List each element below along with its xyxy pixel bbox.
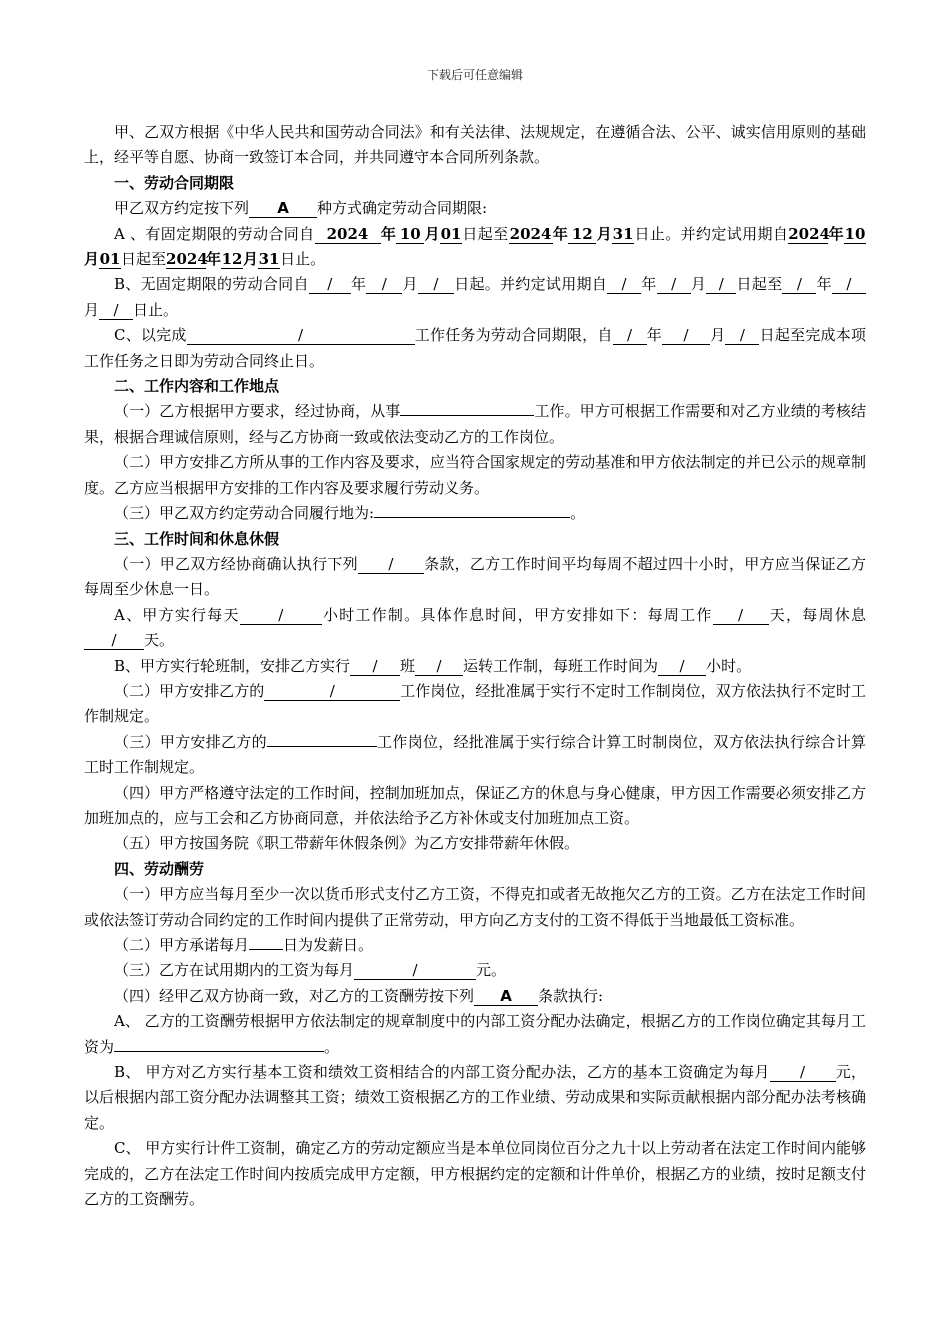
text: （三）甲方安排乙方的: [114, 732, 267, 751]
text: 条款执行:: [538, 986, 604, 1005]
post-field[interactable]: [267, 746, 377, 747]
s4-pC: C、 甲方实行计件工资制，确定乙方的劳动定额应当是本单位同岗位百分之九十以上劳动者在法定工作时间内能够完成的，乙方在法定工作时间内按质完成甲方定额，甲方根据约定的定额和计件单价，根据乙方的业绩，按时足额支付乙方的工资酬劳。: [84, 1139, 866, 1209]
text: C、以完成: [114, 326, 187, 345]
text: A、甲方实行每天: [114, 605, 240, 624]
blank-field[interactable]: /: [662, 326, 710, 345]
probation-wage-field[interactable]: /: [354, 961, 476, 980]
text: 年: [350, 275, 367, 294]
text: 工作岗位，经批准属于实行综合计算工时制岗位，双方依法执行综合计算工时工作制规定。: [84, 732, 866, 777]
text: 年: [380, 224, 397, 243]
s4-pA: [84, 1009, 866, 1060]
blank-field[interactable]: /: [366, 275, 402, 294]
probation-end-day-field[interactable]: 31: [258, 250, 280, 269]
section-2-title: 二、工作内容和工作地点: [114, 377, 280, 396]
text: 月: [402, 275, 418, 294]
s3-p2: [84, 679, 866, 730]
text: 天。: [144, 631, 175, 650]
text: 月: [84, 300, 100, 319]
text: 日止。: [280, 250, 326, 269]
payday-field[interactable]: [249, 949, 283, 950]
s4-p1: （一）甲方应当每月至少一次以货币形式支付乙方工资，不得克扣或者无故拖欠乙方的工资。乙方在法定工作时间或依法签订劳动合同约定的工作时间内提供了正常劳动，甲方向乙方支付的工资不得低于当地最低工资标准。: [84, 885, 866, 929]
text: 甲乙双方约定按下列: [114, 199, 250, 218]
blank-field[interactable]: /: [607, 275, 641, 294]
probation-end-year-field[interactable]: 2024: [166, 250, 208, 269]
text: 月: [596, 224, 613, 243]
text: 月: [84, 250, 100, 269]
text: （二）甲方承诺每月: [114, 936, 250, 954]
blank-field[interactable]: /: [782, 275, 816, 294]
text: 月: [710, 326, 726, 345]
blank-field[interactable]: /: [613, 326, 647, 345]
intro-text: 甲、乙双方根据《中华人民共和国劳动合同法》和有关法律、法规规定，在遵循合法、公平、诚实信用原则的基础上，经平等自愿、协商一致签订本合同，并共同遵守本合同所列条款。: [84, 123, 866, 167]
text: 年: [206, 250, 222, 269]
probation-start-year-field[interactable]: 2024: [788, 224, 830, 243]
blank-field[interactable]: /: [418, 275, 454, 294]
blank-field[interactable]: /: [240, 606, 322, 625]
s2-p3: [84, 501, 866, 526]
text: 班: [400, 656, 416, 675]
text: 工作。甲方可根据工作需要和对乙方业绩的考核结果，根据合理诚信原则，经与乙方协商一致或依法变动乙方的工作岗位。: [84, 402, 866, 446]
text: 小时。: [706, 656, 752, 675]
text: 元，以后根据内部工资分配办法调整其工资；绩效工资根据乙方的工作业绩、劳动成果和实际贡献根据内部分配办法考核确定。: [84, 1063, 866, 1132]
end-year-field[interactable]: 2024: [509, 224, 552, 243]
job-field[interactable]: [400, 415, 534, 416]
start-month-field[interactable]: 10: [396, 225, 424, 244]
blank-field[interactable]: /: [706, 275, 736, 294]
blank-field[interactable]: /: [713, 606, 769, 625]
blank-field[interactable]: /: [358, 555, 424, 574]
text: 年: [641, 275, 657, 294]
text: 日止。: [133, 300, 179, 319]
text: 日为发薪日。: [283, 936, 374, 954]
wage-option-field[interactable]: A: [474, 987, 538, 1006]
start-day-field[interactable]: 01: [440, 224, 462, 243]
s4-p4: [84, 984, 866, 1009]
text: B、 甲方对乙方实行基本工资和绩效工资相结合的内部工资分配办法，乙方的基本工资确定为每月: [114, 1063, 770, 1082]
text: （四）经甲乙双方协商一致，对乙方的工资酬劳按下列: [114, 986, 475, 1005]
text: 年: [552, 224, 569, 243]
s3-p3: [84, 730, 866, 781]
section-3-title: 三、工作时间和休息休假: [114, 529, 280, 548]
intro-paragraph: [84, 120, 866, 171]
s1-option-b: [84, 272, 866, 323]
blank-field[interactable]: /: [350, 657, 400, 676]
text: 月: [243, 250, 259, 269]
blank-field[interactable]: /: [415, 657, 463, 676]
text: 日止。并约定试用期自: [634, 224, 789, 243]
s3-p5: （五）甲方按国务院《职工带薪年休假条例》为乙方安排带薪年休假。: [114, 834, 580, 853]
base-wage-field[interactable]: /: [770, 1063, 836, 1082]
text: 条款，乙方工作时间平均每周不超过四十小时，甲方应当保证乙方每周至少休息一日。: [84, 554, 866, 599]
text: A、 乙方的工资酬劳根据甲方依法制定的规章制度中的内部工资分配办法确定，根据乙方的工作岗位确定其每月工资为: [84, 1012, 866, 1056]
text: 工作岗位，经批准属于实行不定时工作制岗位，双方依法执行不定时工作制规定。: [84, 681, 866, 726]
s1-option-a: [84, 222, 866, 273]
probation-start-day-field[interactable]: 01: [99, 250, 121, 269]
method-choice-field[interactable]: A: [249, 199, 317, 218]
s3-p4: （四）甲方严格遵守法定的工作时间，控制加班加点，保证乙方的休息与身心健康，甲方因工作需要必须安排乙方加班加点的，应与工会和乙方协商同意，并依法给予乙方补休或支付加班加点工资。: [84, 783, 866, 827]
text: 年: [828, 224, 844, 243]
end-day-field[interactable]: 31: [612, 224, 634, 243]
contract-body: [84, 120, 866, 1212]
blank-field[interactable]: /: [725, 326, 759, 345]
text: 月: [424, 224, 441, 243]
text: 种方式确定劳动合同期限:: [317, 199, 488, 218]
text: 月: [690, 275, 707, 294]
probation-start-month-field[interactable]: 10: [844, 224, 866, 243]
s4-p2: [84, 933, 866, 958]
s2-p2: （二）甲方安排乙方所从事的工作内容及要求，应当符合国家规定的劳动基准和甲方依法制定的并已公示的规章制度。乙方应当根据甲方安排的工作内容及要求履行劳动义务。: [84, 453, 866, 497]
text: 。: [570, 504, 586, 523]
blank-field[interactable]: /: [309, 275, 351, 294]
text: （一）甲乙双方经协商确认执行下列: [114, 554, 358, 573]
text: 年: [816, 275, 832, 294]
s1-option-c: [84, 323, 866, 374]
section-1-title: 一、劳动合同期限: [114, 173, 235, 192]
text: 日起至完成本项工作任务之日即为劳动合同终止日。: [84, 326, 866, 370]
section-4-title: 四、劳动酬劳: [114, 859, 205, 878]
s3-pA: [84, 603, 866, 654]
workplace-field[interactable]: [374, 517, 570, 518]
text: B、甲方实行轮班制，安排乙方实行: [114, 656, 351, 675]
blank-field[interactable]: /: [99, 301, 133, 320]
blank-field[interactable]: /: [658, 657, 706, 676]
probation-end-month-field[interactable]: 12: [221, 250, 243, 269]
text: 元。: [476, 961, 507, 980]
text: 天，每周休息: [768, 605, 866, 624]
task-field[interactable]: /: [187, 326, 415, 345]
text: 日起至: [736, 275, 783, 294]
text: （三）甲乙双方约定劳动合同履行地为:: [114, 504, 375, 523]
s1-method-line: [84, 196, 866, 221]
text: 运转工作制，每班工作时间为: [463, 656, 659, 675]
text: B、无固定期限的劳动合同自: [114, 275, 309, 294]
end-month-field[interactable]: 12: [568, 225, 596, 244]
text: 工作任务为劳动合同期限，自: [414, 326, 613, 345]
text: （三）乙方在试用期内的工资为每月: [114, 961, 355, 980]
monthly-wage-field[interactable]: [114, 1051, 324, 1052]
page-header: 下载后可任意编辑: [426, 68, 523, 82]
text: 。: [324, 1037, 340, 1056]
s4-p3: [84, 958, 866, 983]
text: （一）乙方根据甲方要求，经过协商，从事: [114, 402, 401, 421]
text: 日起至: [121, 250, 167, 269]
text: A 、有固定期限的劳动合同自: [114, 224, 315, 243]
blank-field[interactable]: /: [84, 631, 144, 650]
blank-field[interactable]: /: [264, 682, 400, 701]
start-year-field[interactable]: 2024: [315, 225, 381, 244]
s2-p1: [84, 399, 866, 450]
blank-field[interactable]: /: [657, 275, 691, 294]
text: 年: [646, 326, 663, 345]
text: 日起至: [462, 224, 509, 243]
blank-field[interactable]: /: [832, 275, 866, 294]
text: 小时工作制。具体作息时间，甲方安排如下：每周工作: [321, 605, 713, 624]
s3-pB: [84, 654, 866, 679]
text: （二）甲方安排乙方的: [114, 681, 265, 700]
s3-p1: [84, 552, 866, 603]
s4-pB: [84, 1060, 866, 1136]
text: 日起。并约定试用期自: [453, 275, 608, 294]
